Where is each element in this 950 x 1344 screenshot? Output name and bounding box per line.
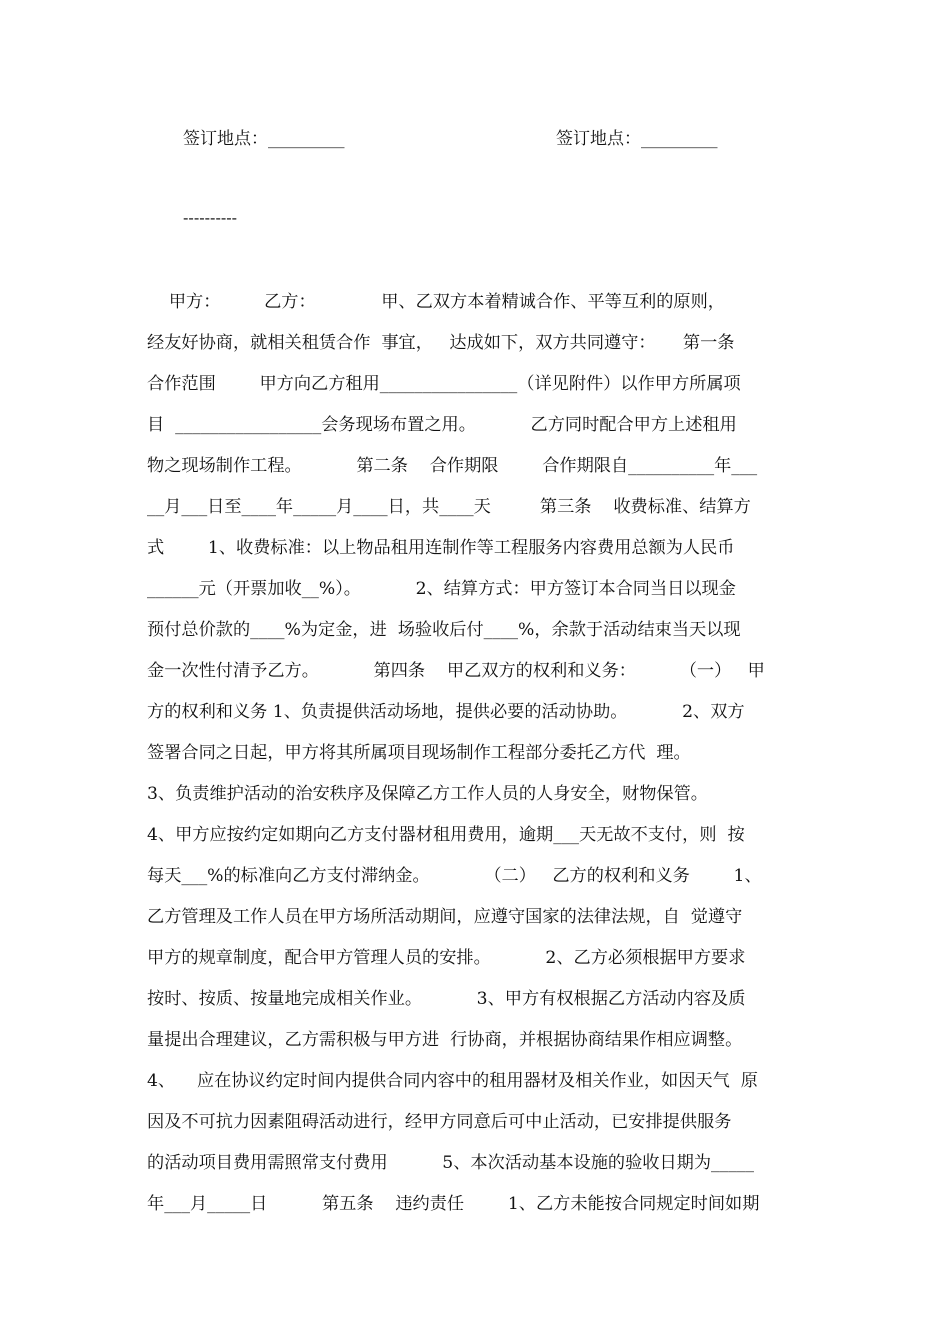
signing-place-right: 签订地点：_________	[556, 129, 718, 149]
contract-body	[147, 289, 807, 1232]
separator-dashes: ----------	[183, 208, 238, 227]
body-line: 每天___%的标准向乙方支付滞纳金。 （二） 乙方的权利和义务 1、	[147, 866, 762, 886]
body-line: 量提出合理建议，乙方需积极与甲方进 行协商，并根据协商结果作相应调整。	[147, 1030, 743, 1050]
body-line: 因及不可抗力因素阻碍活动进行，经甲方同意后可中止活动，已安排提供服务	[147, 1112, 732, 1132]
body-line: 3、负责维护活动的治安秩序及保障乙方工作人员的人身安全，财物保管。	[147, 784, 708, 804]
body-line: __月___日至____年_____月____日，共____天 第三条 收费标准、结算方	[147, 497, 751, 517]
body-line: 式 1、收费标准：以上物品租用连制作等工程服务内容费用总额为人民币	[147, 538, 735, 558]
body-line: 4、 应在协议约定时间内提供合同内容中的租用器材及相关作业，如因天气 原	[147, 1071, 758, 1091]
body-line: 预付总价款的____%为定金，进 场验收后付____%，余款于活动结束当天以现	[147, 620, 741, 640]
body-line: ______元（开票加收__%）。 2、结算方式：甲方签订本合同当日以现金	[147, 579, 736, 599]
body-line: 金一次性付清予乙方。 第四条 甲乙双方的权利和义务： （一） 甲	[147, 661, 765, 681]
body-line: 签署合同之日起，甲方将其所属项目现场制作工程部分委托乙方代 理。	[147, 743, 691, 763]
body-line: 甲方的规章制度，配合甲方管理人员的安排。 2、乙方必须根据甲方要求	[147, 948, 746, 968]
body-line: 方的权利和义务 1、负责提供活动场地，提供必要的活动协助。 2、双方	[147, 702, 745, 722]
body-line: 乙方管理及工作人员在甲方场所活动期间，应遵守国家的法律法规，自 觉遵守	[147, 907, 743, 927]
body-line: 4、甲方应按约定如期向乙方支付器材租用费用，逾期___天无故不支付，则 按	[147, 825, 745, 845]
body-line: 年___月_____日 第五条 违约责任 1、乙方未能按合同规定时间如期	[147, 1194, 760, 1214]
body-line: 按时、按质、按量地完成相关作业。 3、甲方有权根据乙方活动内容及质	[147, 989, 746, 1009]
body-line: 物之现场制作工程。 第二条 合作期限 合作期限自__________年___	[147, 456, 758, 476]
body-line: 的活动项目费用需照常支付费用 5、本次活动基本设施的验收日期为_____	[147, 1153, 754, 1173]
body-line: 甲方： 乙方： 甲、乙双方本着精诚合作、平等互利的原则，	[147, 292, 725, 312]
body-line: 目 _________________会务现场布置之用。 乙方同时配合甲方上述租用	[147, 415, 737, 435]
signing-place-left: 签订地点：_________	[183, 129, 345, 149]
body-line: 合作范围 甲方向乙方租用________________（详见附件）以作甲方所属项	[147, 374, 741, 394]
body-line: 经友好协商，就相关租赁合作 事宜， 达成如下，双方共同遵守： 第一条	[147, 333, 735, 353]
